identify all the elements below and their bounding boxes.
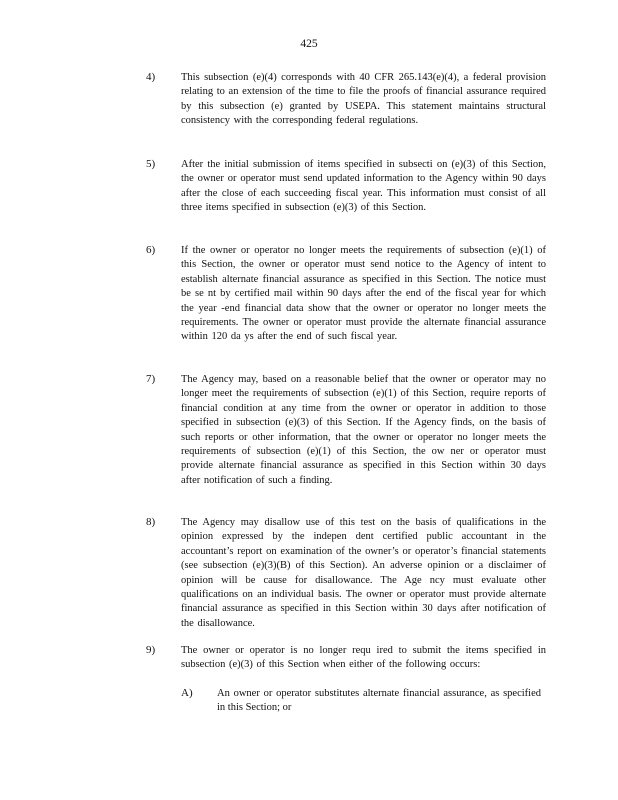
item-text: The Agency may, based on a reasonable belief that the owner or operator may no longer meet the requirements of subsection (e)(1) of this Section, require reports of financial condition at any time from the owner or operator in addition to those specified in subsection (e)(3) of this Section. If the Agency finds, on the basis of such reports or other information, that the owner or operator no longer meets the requirements of subsection (e)(1) of this Section, the ow ner or operator must provide alternate financial assurance as specified in this Section within 30 days after notification of such a finding. [181,374,546,486]
item-number: 9) [146,644,156,656]
item-number: 7) [146,373,156,385]
item-number: 4) [146,71,156,83]
item-text: If the owner or operator no longer meets the requirements of subsection (e)(1) of this Section, the owner or operator must send notice to the Agency of intent to establish alternate financial assurance as specified in this Section. The notice must be se nt by certified mail within 90 days after the end of the fiscal year for which the year -end financial data show that the owner or operator no longer meets the requirements. The owner or operator must provide the alternate financial assurance within 120 da ys after the end of such fiscal year. [181,245,546,343]
page-number: 425 [300,38,318,50]
sub-item-letter: A) [181,687,193,699]
item-number: 5) [146,158,156,170]
item-number: 6) [146,244,156,256]
sub-item-text: An owner or operator substitutes alternate financial assurance, as specified in this Section; or [217,688,541,714]
item-text: After the initial submission of items specified in subsecti on (e)(3) of this Section, the owner or operator must send updated information to the Agency within 90 days after the close of each succeeding fiscal year. This information must consist of all three items specified in subsection (e)(3) of this Section. [181,159,546,214]
item-text: This subsection (e)(4) corresponds with 40 CFR 265.143(e)(4), a federal provision relating to an extension of the time to file the proofs of financial assurance required by this subsection (e) granted by USEPA. This statement maintains structural consistency with the corresponding federal regulations. [181,72,546,127]
item-text: The owner or operator is no longer requ ired to submit the items specified in subsection (e)(3) of this Section when either of the following occurs: [181,645,546,671]
item-number: 8) [146,516,156,528]
item-text: The Agency may disallow use of this test on the basis of qualifications in the opinion expressed by the indepen dent certified public accountant in the accountant’s report on examination of the owner’s or operator’s financial statements (see subsection (e)(3)(B) of this Section). An adverse opinion or a disclaimer of opinion will be cause for disallowance. The Age ncy must evaluate other qualifications on an individual basis. The owner or operator must provide alternate financial assurance as specified in this Section within 30 days after notification of the disallowance. [181,517,546,629]
